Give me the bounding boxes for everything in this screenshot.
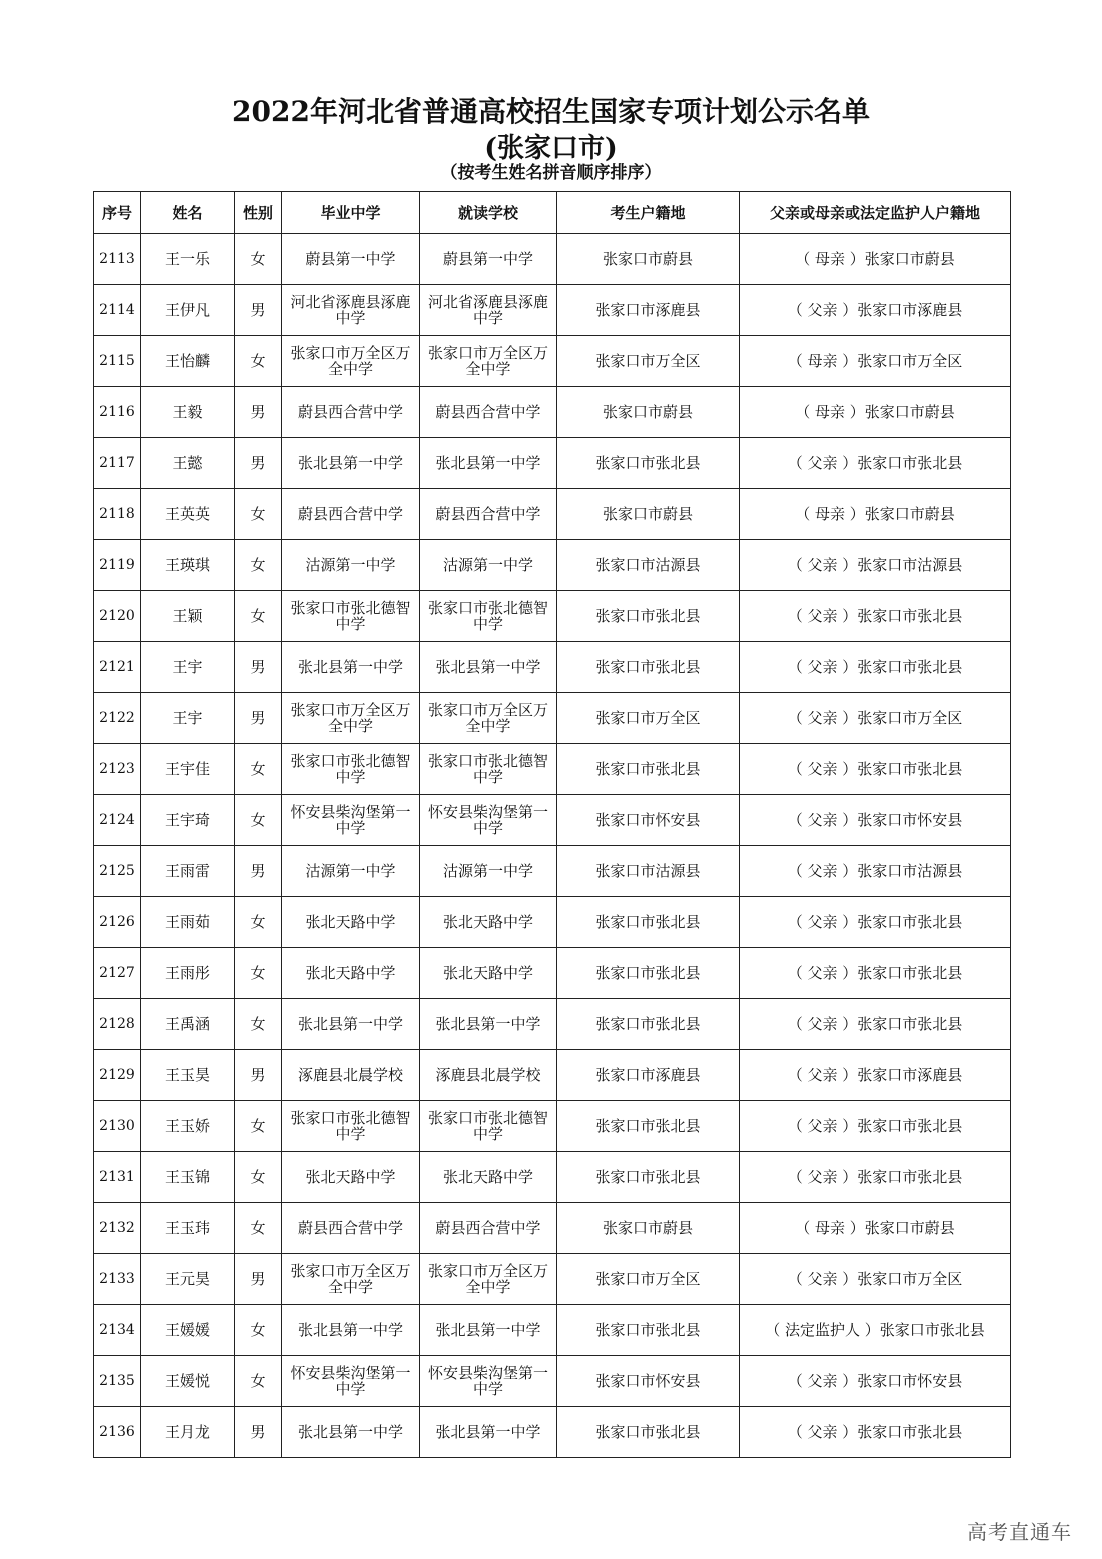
cell-sex: 女 — [235, 1152, 282, 1203]
cell-grad-school-text: 怀安县柴沟堡第一中学 — [290, 1364, 411, 1398]
cell-current-school — [420, 1050, 557, 1101]
cell-name: 王媛媛 — [141, 1305, 235, 1356]
cell-sex: 男 — [235, 642, 282, 693]
table-row — [94, 795, 1011, 846]
cell-parent-hukou: （ 父亲 ）张家口市张北县 — [740, 948, 1011, 999]
page-title: 2022年河北省普通高校招生国家专项计划公示名单 — [232, 95, 870, 128]
cell-current-school-text: 怀安县柴沟堡第一中学 — [428, 803, 549, 837]
cell-current-school — [420, 234, 557, 285]
cell-grad-school — [282, 999, 420, 1050]
cell-hukou: 张家口市沽源县 — [557, 540, 740, 591]
cell-parent-hukou: （ 父亲 ）张家口市张北县 — [740, 897, 1011, 948]
cell-grad-school — [282, 336, 420, 387]
cell-no: 2120 — [94, 591, 141, 642]
cell-name: 王禹涵 — [141, 999, 235, 1050]
cell-no: 2130 — [94, 1101, 141, 1152]
cell-grad-school-text: 张北县第一中学 — [297, 1321, 403, 1339]
cell-sex: 女 — [235, 489, 282, 540]
cell-parent-hukou: （ 父亲 ）张家口市万全区 — [740, 693, 1011, 744]
cell-parent-hukou: （ 母亲 ）张家口市蔚县 — [740, 234, 1011, 285]
cell-grad-school — [282, 387, 420, 438]
cell-parent-hukou: （ 父亲 ）张家口市张北县 — [740, 1101, 1011, 1152]
cell-hukou: 张家口市怀安县 — [557, 795, 740, 846]
cell-parent-hukou: （ 父亲 ）张家口市张北县 — [740, 438, 1011, 489]
cell-name: 王懿 — [141, 438, 235, 489]
cell-sex: 女 — [235, 744, 282, 795]
cell-current-school-text: 蔚县西合营中学 — [435, 1219, 541, 1237]
cell-no: 2135 — [94, 1356, 141, 1407]
cell-no: 2115 — [94, 336, 141, 387]
cell-no: 2127 — [94, 948, 141, 999]
header-parent-hukou: 父亲或母亲或法定监护人户籍地 — [740, 192, 1011, 234]
cell-current-school-text: 张北县第一中学 — [435, 454, 541, 472]
table-row — [94, 693, 1011, 744]
cell-current-school-text: 怀安县柴沟堡第一中学 — [428, 1364, 549, 1398]
header-no: 序号 — [94, 192, 141, 234]
cell-parent-hukou: （ 父亲 ）张家口市张北县 — [740, 1407, 1011, 1458]
cell-hukou: 张家口市张北县 — [557, 1407, 740, 1458]
cell-sex: 男 — [235, 1050, 282, 1101]
cell-sex: 女 — [235, 948, 282, 999]
cell-hukou: 张家口市张北县 — [557, 897, 740, 948]
cell-sex: 男 — [235, 1254, 282, 1305]
table-row — [94, 1203, 1011, 1254]
sort-note: （按考生姓名拼音顺序排序） — [440, 163, 662, 183]
cell-grad-school — [282, 1050, 420, 1101]
cell-name: 王一乐 — [141, 234, 235, 285]
cell-parent-hukou: （ 父亲 ）张家口市张北县 — [740, 744, 1011, 795]
table-row — [94, 285, 1011, 336]
watermark: 高考直通车 — [967, 1520, 1072, 1544]
cell-name: 王英英 — [141, 489, 235, 540]
cell-sex: 女 — [235, 540, 282, 591]
cell-grad-school — [282, 795, 420, 846]
cell-hukou: 张家口市万全区 — [557, 1254, 740, 1305]
cell-no: 2128 — [94, 999, 141, 1050]
cell-grad-school — [282, 846, 420, 897]
cell-no: 2118 — [94, 489, 141, 540]
cell-current-school-text: 张北天路中学 — [442, 1168, 533, 1186]
roster-table — [93, 191, 1011, 1458]
cell-parent-hukou: （ 父亲 ）张家口市万全区 — [740, 1254, 1011, 1305]
cell-hukou: 张家口市蔚县 — [557, 489, 740, 540]
cell-grad-school — [282, 1101, 420, 1152]
cell-current-school — [420, 438, 557, 489]
cell-name: 王宇 — [141, 642, 235, 693]
cell-hukou: 张家口市张北县 — [557, 591, 740, 642]
table-header-row — [94, 192, 1011, 234]
cell-grad-school-text: 张北天路中学 — [305, 964, 396, 982]
cell-current-school-text: 沽源第一中学 — [442, 556, 533, 574]
cell-name: 王月龙 — [141, 1407, 235, 1458]
cell-hukou: 张家口市万全区 — [557, 693, 740, 744]
cell-current-school-text: 张家口市张北德智中学 — [428, 1109, 549, 1143]
table-row — [94, 1305, 1011, 1356]
cell-current-school-text: 张家口市万全区万全中学 — [428, 1262, 549, 1296]
cell-no: 2113 — [94, 234, 141, 285]
cell-grad-school-text: 张家口市万全区万全中学 — [290, 344, 411, 378]
cell-hukou: 张家口市张北县 — [557, 1101, 740, 1152]
cell-parent-hukou: （ 父亲 ）张家口市涿鹿县 — [740, 285, 1011, 336]
header-sex: 性别 — [235, 192, 282, 234]
cell-name: 王玉锦 — [141, 1152, 235, 1203]
cell-current-school-text: 蔚县第一中学 — [442, 250, 533, 268]
cell-current-school — [420, 336, 557, 387]
cell-grad-school-text: 张北天路中学 — [305, 1168, 396, 1186]
cell-sex: 男 — [235, 285, 282, 336]
cell-name: 王宇佳 — [141, 744, 235, 795]
cell-grad-school — [282, 948, 420, 999]
cell-current-school-text: 蔚县西合营中学 — [435, 505, 541, 523]
cell-grad-school-text: 张家口市万全区万全中学 — [290, 1262, 411, 1296]
cell-parent-hukou: （ 父亲 ）张家口市沽源县 — [740, 540, 1011, 591]
cell-name: 王雨彤 — [141, 948, 235, 999]
cell-current-school-text: 河北省涿鹿县涿鹿中学 — [428, 293, 549, 327]
cell-current-school — [420, 897, 557, 948]
cell-hukou: 张家口市蔚县 — [557, 234, 740, 285]
cell-grad-school — [282, 693, 420, 744]
cell-grad-school-text: 沽源第一中学 — [305, 862, 396, 880]
cell-current-school-text: 张北天路中学 — [442, 964, 533, 982]
cell-current-school-text: 蔚县西合营中学 — [435, 403, 541, 421]
cell-no: 2117 — [94, 438, 141, 489]
cell-sex: 女 — [235, 795, 282, 846]
table-row — [94, 897, 1011, 948]
cell-parent-hukou: （ 父亲 ）张家口市张北县 — [740, 1152, 1011, 1203]
cell-no: 2131 — [94, 1152, 141, 1203]
cell-sex: 男 — [235, 438, 282, 489]
table-row — [94, 948, 1011, 999]
cell-grad-school — [282, 642, 420, 693]
cell-grad-school-text: 张北县第一中学 — [297, 1423, 403, 1441]
cell-no: 2119 — [94, 540, 141, 591]
table-row — [94, 591, 1011, 642]
cell-current-school — [420, 591, 557, 642]
cell-parent-hukou: （ 父亲 ）张家口市怀安县 — [740, 1356, 1011, 1407]
cell-current-school — [420, 1203, 557, 1254]
cell-grad-school-text: 蔚县西合营中学 — [297, 1219, 403, 1237]
cell-grad-school — [282, 897, 420, 948]
cell-parent-hukou: （ 父亲 ）张家口市怀安县 — [740, 795, 1011, 846]
cell-current-school — [420, 1101, 557, 1152]
cell-name: 王宇 — [141, 693, 235, 744]
header-grad-school: 毕业中学 — [282, 192, 420, 234]
cell-grad-school — [282, 1254, 420, 1305]
cell-name: 王毅 — [141, 387, 235, 438]
cell-current-school — [420, 846, 557, 897]
cell-current-school-text: 张北县第一中学 — [435, 1321, 541, 1339]
cell-current-school-text: 涿鹿县北晨学校 — [435, 1066, 541, 1084]
cell-current-school-text: 张家口市张北德智中学 — [428, 599, 549, 633]
cell-no: 2136 — [94, 1407, 141, 1458]
cell-hukou: 张家口市涿鹿县 — [557, 285, 740, 336]
table-row — [94, 1356, 1011, 1407]
cell-current-school-text: 张北县第一中学 — [435, 1423, 541, 1441]
cell-grad-school-text: 张北天路中学 — [305, 913, 396, 931]
cell-grad-school-text: 怀安县柴沟堡第一中学 — [290, 803, 411, 837]
cell-grad-school-text: 张北县第一中学 — [297, 454, 403, 472]
cell-no: 2133 — [94, 1254, 141, 1305]
cell-grad-school — [282, 1203, 420, 1254]
cell-parent-hukou: （ 法定监护人 ）张家口市张北县 — [740, 1305, 1011, 1356]
cell-hukou: 张家口市张北县 — [557, 999, 740, 1050]
table-row — [94, 438, 1011, 489]
cell-hukou: 张家口市蔚县 — [557, 387, 740, 438]
cell-no: 2125 — [94, 846, 141, 897]
cell-no: 2121 — [94, 642, 141, 693]
cell-name: 王元昊 — [141, 1254, 235, 1305]
cell-grad-school-text: 沽源第一中学 — [305, 556, 396, 574]
cell-no: 2124 — [94, 795, 141, 846]
page-subtitle: (张家口市) — [484, 133, 618, 164]
cell-hukou: 张家口市怀安县 — [557, 1356, 740, 1407]
cell-hukou: 张家口市张北县 — [557, 1152, 740, 1203]
cell-parent-hukou: （ 母亲 ）张家口市蔚县 — [740, 387, 1011, 438]
cell-sex: 男 — [235, 387, 282, 438]
cell-current-school — [420, 1305, 557, 1356]
table-row — [94, 642, 1011, 693]
cell-sex: 女 — [235, 1203, 282, 1254]
cell-name: 王宇琦 — [141, 795, 235, 846]
cell-sex: 男 — [235, 1407, 282, 1458]
cell-parent-hukou: （ 母亲 ）张家口市万全区 — [740, 336, 1011, 387]
cell-grad-school — [282, 1305, 420, 1356]
cell-grad-school — [282, 1407, 420, 1458]
cell-current-school — [420, 999, 557, 1050]
cell-name: 王媛悦 — [141, 1356, 235, 1407]
cell-hukou: 张家口市张北县 — [557, 642, 740, 693]
cell-grad-school-text: 张家口市张北德智中学 — [290, 752, 411, 786]
cell-current-school — [420, 744, 557, 795]
cell-name: 王颖 — [141, 591, 235, 642]
table-row — [94, 489, 1011, 540]
cell-no: 2134 — [94, 1305, 141, 1356]
cell-grad-school-text: 蔚县西合营中学 — [297, 403, 403, 421]
table-row — [94, 1407, 1011, 1458]
header-hukou: 考生户籍地 — [557, 192, 740, 234]
cell-parent-hukou: （ 母亲 ）张家口市蔚县 — [740, 489, 1011, 540]
cell-parent-hukou: （ 父亲 ）张家口市沽源县 — [740, 846, 1011, 897]
cell-name: 王玉娇 — [141, 1101, 235, 1152]
cell-grad-school-text: 河北省涿鹿县涿鹿中学 — [290, 293, 411, 327]
cell-current-school-text: 张北天路中学 — [442, 913, 533, 931]
header-name: 姓名 — [141, 192, 235, 234]
cell-current-school-text: 张家口市万全区万全中学 — [428, 701, 549, 735]
cell-no: 2132 — [94, 1203, 141, 1254]
cell-current-school — [420, 1407, 557, 1458]
cell-grad-school — [282, 438, 420, 489]
cell-grad-school — [282, 1356, 420, 1407]
cell-current-school — [420, 1152, 557, 1203]
table-row — [94, 999, 1011, 1050]
cell-hukou: 张家口市沽源县 — [557, 846, 740, 897]
cell-grad-school — [282, 285, 420, 336]
cell-no: 2123 — [94, 744, 141, 795]
cell-current-school-text: 沽源第一中学 — [442, 862, 533, 880]
cell-current-school — [420, 285, 557, 336]
cell-grad-school-text: 涿鹿县北晨学校 — [297, 1066, 403, 1084]
cell-hukou: 张家口市张北县 — [557, 1305, 740, 1356]
cell-hukou: 张家口市张北县 — [557, 744, 740, 795]
table-row — [94, 1050, 1011, 1101]
table-row — [94, 744, 1011, 795]
cell-grad-school-text: 蔚县西合营中学 — [297, 505, 403, 523]
cell-hukou: 张家口市张北县 — [557, 438, 740, 489]
cell-current-school — [420, 948, 557, 999]
cell-name: 王雨茹 — [141, 897, 235, 948]
cell-parent-hukou: （ 父亲 ）张家口市涿鹿县 — [740, 1050, 1011, 1101]
cell-parent-hukou: （ 父亲 ）张家口市张北县 — [740, 999, 1011, 1050]
table-row — [94, 336, 1011, 387]
cell-grad-school-text: 张北县第一中学 — [297, 658, 403, 676]
cell-hukou: 张家口市张北县 — [557, 948, 740, 999]
cell-name: 王瑛琪 — [141, 540, 235, 591]
cell-name: 王雨雷 — [141, 846, 235, 897]
cell-no: 2129 — [94, 1050, 141, 1101]
cell-no: 2122 — [94, 693, 141, 744]
cell-current-school-text: 张家口市张北德智中学 — [428, 752, 549, 786]
cell-current-school-text: 张北县第一中学 — [435, 658, 541, 676]
cell-sex: 女 — [235, 897, 282, 948]
cell-grad-school-text: 张家口市张北德智中学 — [290, 599, 411, 633]
cell-grad-school-text: 张北县第一中学 — [297, 1015, 403, 1033]
table-row — [94, 1254, 1011, 1305]
cell-sex: 女 — [235, 1305, 282, 1356]
table-row — [94, 1101, 1011, 1152]
cell-sex: 女 — [235, 336, 282, 387]
cell-current-school — [420, 387, 557, 438]
cell-current-school — [420, 642, 557, 693]
cell-sex: 女 — [235, 591, 282, 642]
cell-grad-school — [282, 489, 420, 540]
cell-sex: 女 — [235, 1356, 282, 1407]
table-row — [94, 846, 1011, 897]
cell-parent-hukou: （ 父亲 ）张家口市张北县 — [740, 642, 1011, 693]
table-row — [94, 234, 1011, 285]
cell-no: 2126 — [94, 897, 141, 948]
cell-current-school-text: 张家口市万全区万全中学 — [428, 344, 549, 378]
cell-grad-school — [282, 1152, 420, 1203]
cell-name: 王玉玮 — [141, 1203, 235, 1254]
cell-grad-school — [282, 234, 420, 285]
cell-grad-school-text: 张家口市万全区万全中学 — [290, 701, 411, 735]
cell-grad-school — [282, 744, 420, 795]
header-current-school: 就读学校 — [420, 192, 557, 234]
cell-sex: 女 — [235, 1101, 282, 1152]
cell-current-school — [420, 1356, 557, 1407]
table-row — [94, 540, 1011, 591]
cell-grad-school-text: 张家口市张北德智中学 — [290, 1109, 411, 1143]
cell-current-school — [420, 540, 557, 591]
cell-name: 王伊凡 — [141, 285, 235, 336]
cell-no: 2114 — [94, 285, 141, 336]
cell-sex: 女 — [235, 999, 282, 1050]
cell-name: 王玉昊 — [141, 1050, 235, 1101]
cell-current-school — [420, 693, 557, 744]
cell-hukou: 张家口市万全区 — [557, 336, 740, 387]
cell-grad-school-text: 蔚县第一中学 — [305, 250, 396, 268]
cell-grad-school — [282, 591, 420, 642]
table-row — [94, 387, 1011, 438]
cell-sex: 女 — [235, 234, 282, 285]
cell-parent-hukou: （ 母亲 ）张家口市蔚县 — [740, 1203, 1011, 1254]
cell-current-school — [420, 795, 557, 846]
cell-sex: 男 — [235, 846, 282, 897]
cell-current-school — [420, 489, 557, 540]
table-row — [94, 1152, 1011, 1203]
cell-parent-hukou: （ 父亲 ）张家口市张北县 — [740, 591, 1011, 642]
cell-hukou: 张家口市涿鹿县 — [557, 1050, 740, 1101]
cell-name: 王怡麟 — [141, 336, 235, 387]
cell-grad-school — [282, 540, 420, 591]
cell-current-school — [420, 1254, 557, 1305]
cell-sex: 男 — [235, 693, 282, 744]
cell-current-school-text: 张北县第一中学 — [435, 1015, 541, 1033]
cell-hukou: 张家口市蔚县 — [557, 1203, 740, 1254]
cell-no: 2116 — [94, 387, 141, 438]
